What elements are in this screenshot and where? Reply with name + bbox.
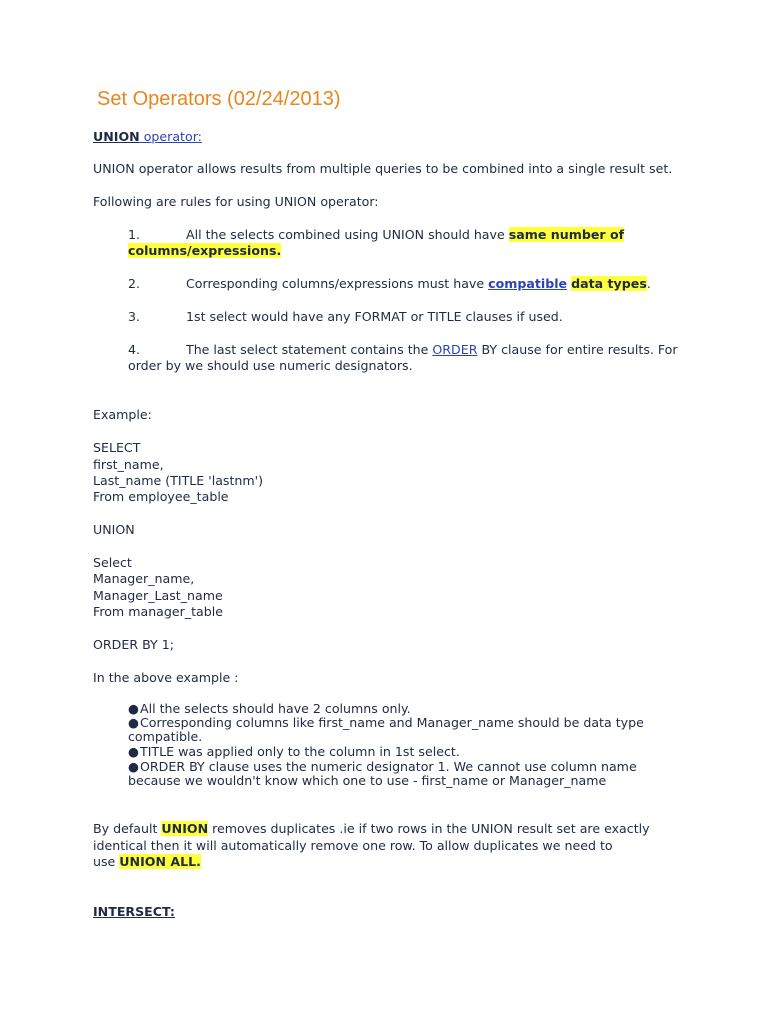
code-union: UNION — [93, 522, 135, 537]
default-text-c: use — [93, 854, 120, 869]
rule-4 — [128, 342, 678, 357]
rule-2-highlight: data types — [571, 276, 647, 291]
code-line: first_name, — [93, 457, 164, 472]
code-line: From employee_table — [93, 489, 229, 504]
code-line: SELECT — [93, 440, 141, 455]
default-text-b: removes duplicates .ie if two rows in the UNION result set are exactly — [208, 821, 650, 836]
default-para-line-3 — [93, 854, 201, 869]
union-heading-link[interactable]: operator: — [139, 129, 202, 144]
bullet-item — [128, 759, 637, 774]
rule-1-number: 1. — [128, 227, 141, 242]
union-highlight: UNION — [161, 821, 209, 836]
code-order-by: ORDER BY 1; — [93, 637, 174, 652]
bullet-continuation: compatible. — [128, 729, 203, 744]
rule-2-number: 2. — [128, 276, 141, 291]
bullet-icon: ● — [128, 744, 139, 759]
rule-1-text: All the selects combined using UNION should have — [186, 227, 509, 242]
code-line: Manager_Last_name — [93, 588, 223, 603]
above-example-label: In the above example : — [93, 670, 239, 685]
bullet-icon: ● — [128, 759, 139, 774]
order-link[interactable]: ORDER — [432, 342, 478, 357]
compatible-link[interactable]: compatible — [488, 276, 568, 291]
rule-4-line2: order by we should use numeric designators. — [128, 358, 413, 373]
code-line: Select — [93, 555, 132, 570]
default-para-line-2: identical then it will automatically remove one row. To allow duplicates we need to — [93, 838, 613, 853]
union-heading-word: UNION — [93, 129, 140, 144]
rule-1-highlight: same number of — [508, 227, 625, 242]
union-intro: UNION operator allows results from multiple queries to be combined into a single result set. — [93, 161, 673, 176]
bullet-item — [128, 744, 460, 759]
union-operator-heading — [93, 129, 202, 144]
rule-1-line2 — [128, 243, 281, 258]
rule-4-text: The last select statement contains the — [186, 342, 433, 357]
union-all-highlight: UNION ALL. — [119, 854, 201, 869]
bullet-item — [128, 701, 411, 716]
bullet-text: ORDER BY clause uses the numeric designator 1. We cannot use column name — [140, 759, 637, 774]
code-line: Manager_name, — [93, 571, 195, 586]
bullet-text: All the selects should have 2 columns only. — [140, 701, 411, 716]
code-line: Last_name (TITLE 'lastnm') — [93, 473, 264, 488]
example-label: Example: — [93, 407, 152, 422]
code-line: From manager_table — [93, 604, 224, 619]
bullet-text: TITLE was applied only to the column in 1st select. — [140, 744, 460, 759]
rules-intro: Following are rules for using UNION operator: — [93, 194, 379, 209]
rule-4-number: 4. — [128, 342, 141, 357]
bullet-icon: ● — [128, 701, 139, 716]
rule-2-end: . — [646, 276, 651, 291]
default-para-line-1 — [93, 821, 650, 836]
bullet-item — [128, 715, 644, 730]
bullet-continuation: because we wouldn't know which one to use - first_name or Manager_name — [128, 773, 607, 788]
intersect-heading: INTERSECT: — [93, 904, 175, 919]
rule-3 — [128, 309, 563, 324]
rule-2-text: Corresponding columns/expressions must have — [186, 276, 489, 291]
rule-2 — [128, 276, 651, 291]
rule-3-text: 1st select would have any FORMAT or TITLE clauses if used. — [186, 309, 563, 324]
bullet-icon: ● — [128, 715, 139, 730]
rule-3-number: 3. — [128, 309, 141, 324]
rule-4-text-2: BY clause for entire results. For — [477, 342, 678, 357]
rule-1 — [128, 227, 624, 242]
page-title: Set Operators (02/24/2013) — [97, 88, 341, 110]
default-text-a: By default — [93, 821, 162, 836]
rule-1-highlight-2: columns/expressions. — [128, 243, 282, 258]
bullet-text: Corresponding columns like first_name and Manager_name should be data type — [140, 715, 644, 730]
